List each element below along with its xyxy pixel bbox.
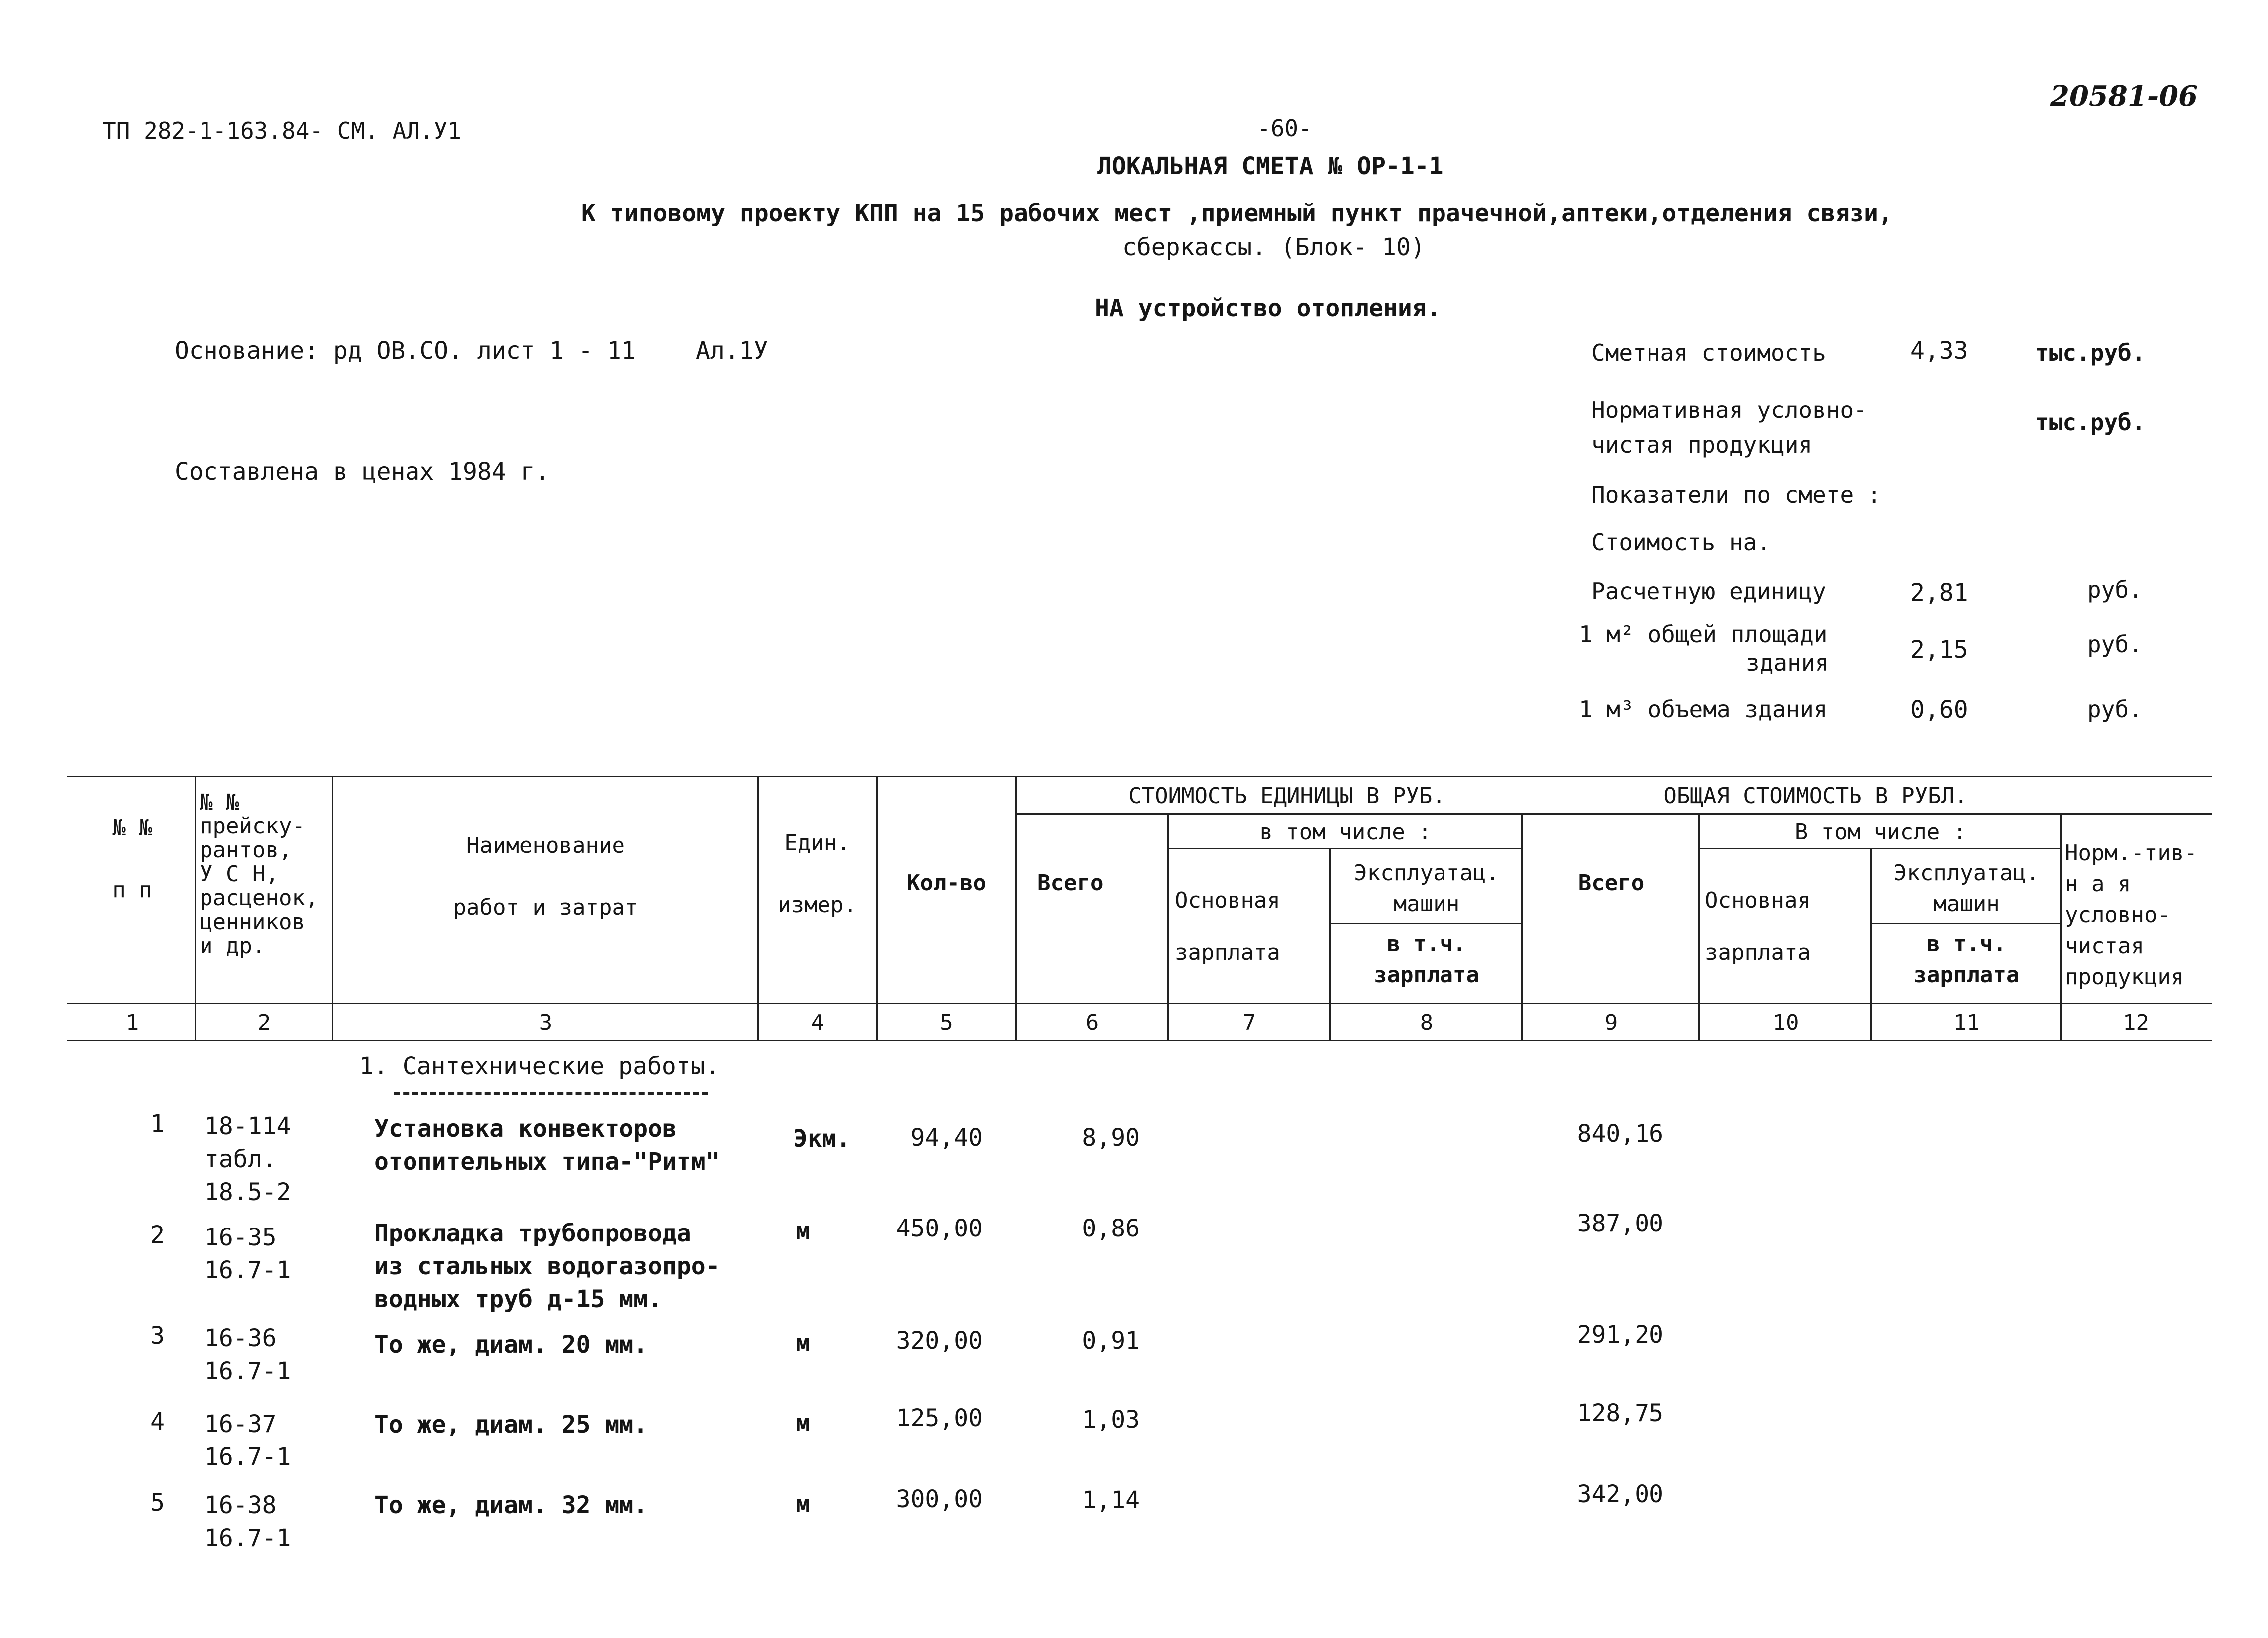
page-number: -60-: [1257, 115, 1312, 142]
volume-cost-currency: руб.: [2087, 696, 2143, 723]
col-divider-11: [2060, 813, 2062, 1040]
cost-label: Сметная стоимость: [1591, 339, 1826, 366]
col-number: 8: [1420, 1010, 1434, 1035]
header-price-refs: № № прейску- рантов, У С Н, расценок, ценников и др.: [200, 790, 319, 959]
header-total-machine-wages: в т.ч. зарплата: [1913, 931, 2020, 988]
header-total-machines: Эксплуатац. машин: [1893, 860, 2040, 917]
row-price-ref: 16-35 16.7-1: [205, 1224, 291, 1284]
col-divider-4: [876, 776, 878, 1040]
row-price-ref: 16-37 16.7-1: [205, 1410, 291, 1471]
row-quantity: 94,40: [910, 1124, 983, 1152]
col-number: 4: [811, 1010, 824, 1035]
basis-sheet: Ал.1У: [696, 337, 768, 365]
col-divider-8: [1521, 813, 1523, 1040]
header-unit-wages: Основная зарплата: [1175, 888, 1280, 965]
row-total: 387,00: [1577, 1210, 1663, 1237]
header-unit-machine-wages: в т.ч. зарплата: [1374, 931, 1479, 988]
header-unit-cost-group: СТОИМОСТЬ ЕДИНИЦЫ В РУБ.: [1128, 783, 1445, 809]
row-quantity: 450,00: [896, 1215, 983, 1242]
indicators-label: Показатели по смете :: [1591, 481, 1881, 508]
cost-value: 4,33: [1910, 337, 1968, 365]
norm-label-1: Нормативная условно-: [1591, 397, 1867, 423]
volume-cost-label: 1 м³ объема здания: [1579, 696, 1828, 723]
row-work-name: Прокладка трубопровода из стальных водогазопро- водных труб д-15 мм.: [374, 1220, 720, 1313]
row-total: 128,75: [1577, 1399, 1663, 1427]
col-divider-5: [1015, 776, 1017, 1040]
row-unit-total: 0,91: [1082, 1327, 1140, 1355]
row-number: 4: [150, 1408, 165, 1435]
document-code: ТП 282-1-163.84- СМ. АЛ.У1: [102, 117, 462, 144]
document-title: ЛОКАЛЬНАЯ СМЕТА № ОР-1-1: [1097, 152, 1443, 180]
header-total: Всего: [1578, 870, 1645, 896]
header-norm-product: Норм.-тив- н а я условно- чистая продукция: [2065, 840, 2197, 990]
area-cost-label-2: здания: [1746, 649, 1829, 676]
row-unit: м: [796, 1490, 810, 1518]
norm-unit: тыс.руб.: [2035, 409, 2146, 436]
unit-cost-currency: руб.: [2087, 576, 2143, 603]
header-unit-machines: Эксплуатац. машин: [1354, 860, 1499, 917]
volume-cost-value: 0,60: [1910, 696, 1968, 724]
machines-rule-a: [1329, 923, 1521, 924]
col-divider-9: [1698, 813, 1700, 1040]
col-number: 10: [1772, 1010, 1799, 1035]
row-quantity: 125,00: [896, 1404, 983, 1432]
prices-year: Составлена в ценах 1984 г.: [175, 458, 550, 486]
table-top-rule: [67, 776, 2212, 777]
area-cost-currency: руб.: [2087, 631, 2143, 658]
header-including-a: в том числе :: [1259, 819, 1432, 845]
row-work-name: То же, диам. 32 мм.: [374, 1491, 648, 1519]
header-unit-total: Всего: [1037, 870, 1104, 896]
cost-per-label: Стоимость на.: [1591, 529, 1771, 556]
header-row-number: № № п п: [112, 816, 152, 903]
row-number: 2: [150, 1221, 165, 1249]
header-total-wages: Основная зарплата: [1705, 888, 1811, 965]
col-number: 6: [1085, 1010, 1099, 1035]
unit-cost-label: Расчетную единицу: [1591, 578, 1826, 605]
row-number: 5: [150, 1489, 165, 1517]
area-cost-label-1: 1 м² общей площади: [1579, 621, 1828, 648]
row-total: 840,16: [1577, 1120, 1663, 1148]
row-unit: м: [796, 1409, 810, 1437]
section-underline: [394, 1092, 708, 1095]
row-quantity: 320,00: [896, 1327, 983, 1355]
col-number: 3: [539, 1010, 553, 1035]
row-total: 342,00: [1577, 1480, 1663, 1508]
row-number: 1: [150, 1110, 165, 1138]
row-price-ref: 16-36 16.7-1: [205, 1324, 291, 1385]
row-unit: м: [796, 1217, 810, 1245]
area-cost-value: 2,15: [1910, 636, 1968, 664]
row-work-name: То же, диам. 20 мм.: [374, 1331, 648, 1359]
incl-rule-a: [1167, 848, 1521, 849]
subtitle-line-2: сберкассы. (Блок- 10): [1122, 233, 1425, 261]
basis-text: Основание: рд ОВ.СО. лист 1 - 11: [175, 337, 636, 365]
col-number-rule: [67, 1040, 2212, 1041]
row-unit-total: 0,86: [1082, 1215, 1140, 1242]
header-total-cost-group: ОБЩАЯ СТОИМОСТЬ В РУБЛ.: [1663, 783, 1968, 809]
group-header-rule: [1015, 813, 2212, 815]
row-unit-total: 1,03: [1082, 1406, 1140, 1433]
col-number: 1: [125, 1010, 139, 1035]
col-number: 2: [257, 1010, 271, 1035]
row-price-ref: 16-38 16.7-1: [205, 1491, 291, 1552]
row-number: 3: [150, 1322, 165, 1350]
section-title: 1. Сантехнические работы.: [359, 1052, 720, 1080]
row-quantity: 300,00: [896, 1485, 983, 1513]
machines-rule-b: [1870, 923, 2060, 924]
col-number: 12: [2123, 1010, 2149, 1035]
row-unit-total: 1,14: [1082, 1486, 1140, 1514]
header-work-name: Наименование работ и затрат: [453, 833, 638, 920]
cost-unit: тыс.руб.: [2035, 339, 2146, 366]
header-quantity: Кол-во: [907, 870, 986, 896]
row-unit: Экм.: [793, 1125, 851, 1153]
row-unit-total: 8,90: [1082, 1124, 1140, 1152]
purpose-line: НА устройство отопления.: [1095, 294, 1441, 322]
norm-label-2: чистая продукция: [1591, 431, 1813, 458]
col-divider-6: [1167, 813, 1169, 1040]
archive-number: 20581-06: [2050, 80, 2198, 113]
subtitle-line-1: К типовому проекту КПП на 15 рабочих мест ,приемный пункт прачечной,аптеки,отделения связи,: [581, 200, 1893, 227]
row-unit: м: [796, 1329, 810, 1357]
row-price-ref: 18-114 табл. 18.5-2: [205, 1112, 291, 1206]
col-number: 11: [1953, 1010, 1980, 1035]
header-unit: Един. измер.: [778, 830, 857, 918]
unit-cost-value: 2,81: [1910, 579, 1968, 607]
header-bottom-rule: [67, 1003, 2212, 1004]
col-number: 9: [1604, 1010, 1618, 1035]
row-total: 291,20: [1577, 1321, 1663, 1349]
incl-rule-b: [1698, 848, 2060, 849]
col-number: 5: [940, 1010, 953, 1035]
row-work-name: То же, диам. 25 мм.: [374, 1411, 648, 1438]
header-including-b: В том числе :: [1794, 819, 1967, 845]
col-divider-1: [195, 776, 196, 1040]
row-work-name: Установка конвекторов отопительных типа-"Ритм": [374, 1115, 720, 1176]
col-divider-2: [332, 776, 333, 1040]
col-number: 7: [1242, 1010, 1256, 1035]
